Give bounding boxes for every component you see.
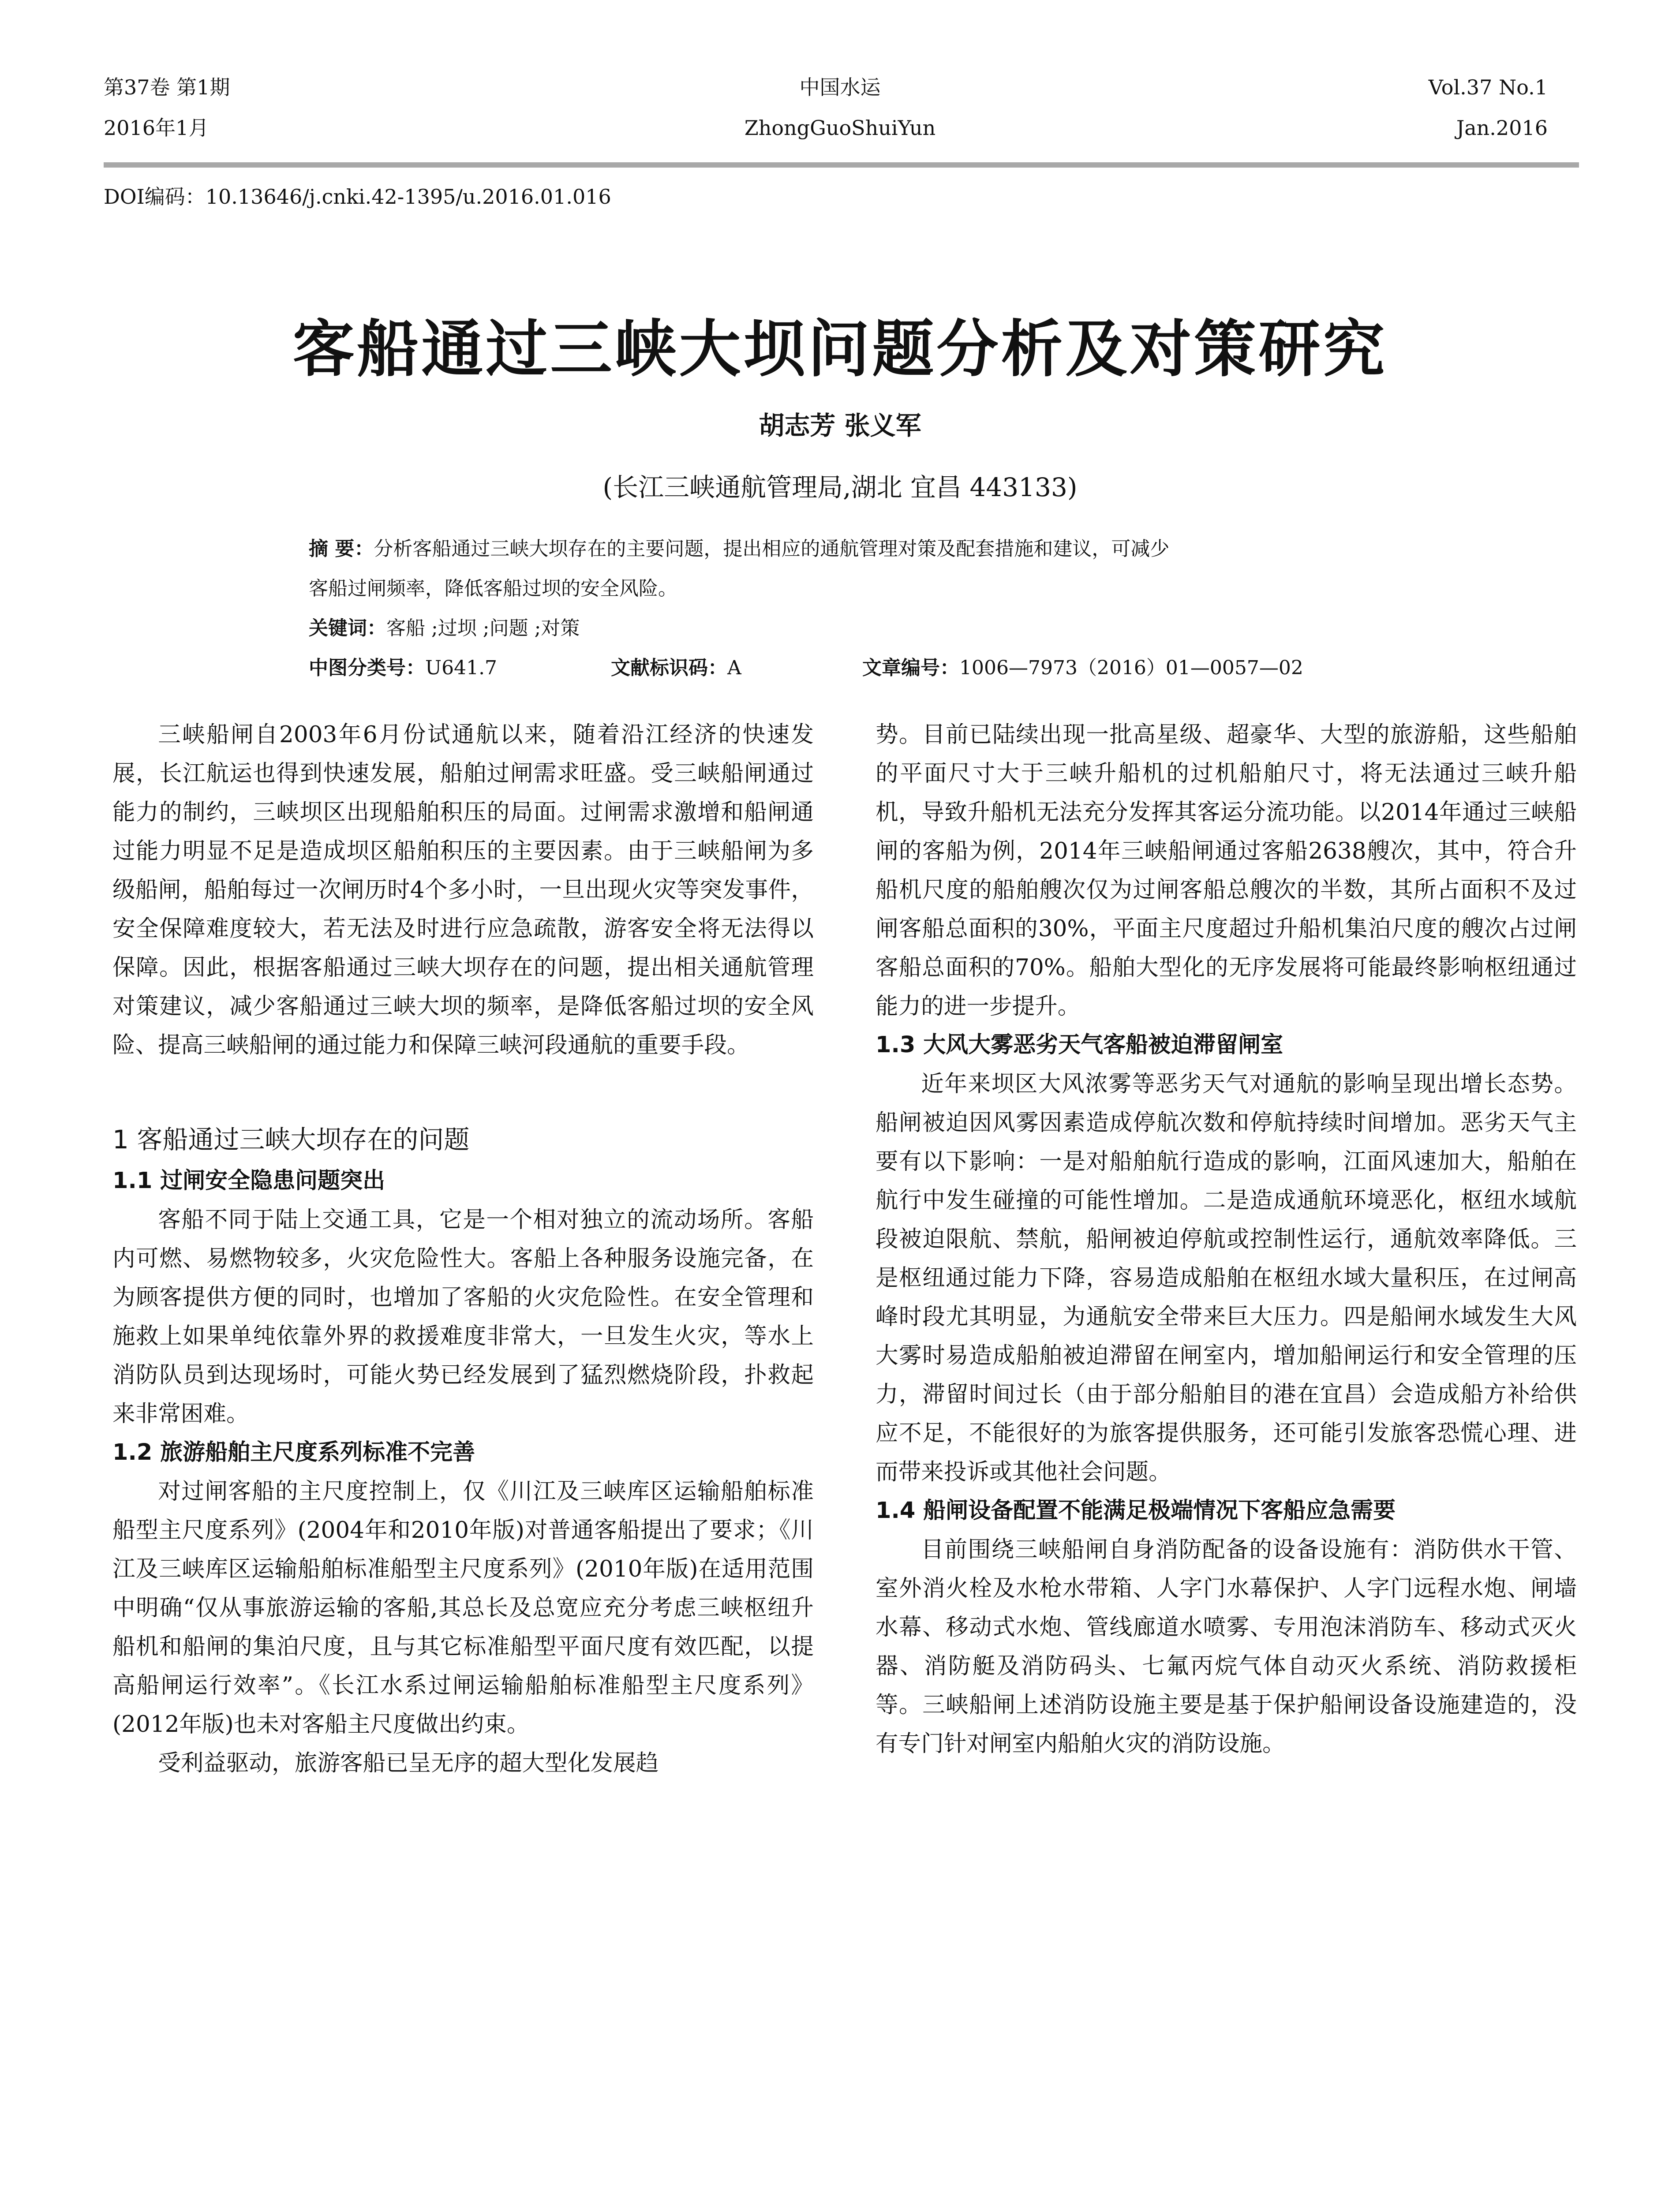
article-number (862, 648, 1303, 688)
keywords-label: 关键词： (309, 617, 386, 639)
section-1-4-heading: 1.4 船闸设备配置不能满足极端情况下客船应急需要 (876, 1498, 1396, 1524)
header-journal-en: ZhongGuoShuiYun (744, 116, 936, 140)
abstract-text-2: 客船过闸频率，降低客船过坝的安全风险。 (309, 577, 677, 600)
clc-label: 中图分类号： (309, 657, 425, 679)
section-1-4-paragraph: 目前围绕三峡船闸自身消防配备的设备设施有：消防供水干管、室外消火栓及水枪水带箱、人字门水幕保护、人字门远程水炮、闸墙水幕、移动式水炮、管线廊道水喷雾、专用泡沫消防车、移动式灭火器、消防艇及消防码头、七氟丙烷气体自动灭火系统、消防救援柜等。三峡船闸上述消防设施主要是基于保护船闸设备设施建造的，没有专门针对闸室内船舶火灾的消防设施。 (876, 1536, 1577, 1757)
left-column (112, 715, 814, 1783)
header-rule (104, 162, 1579, 168)
abstract (309, 529, 1420, 648)
section-1-3-paragraph: 近年来坝区大风浓雾等恶劣天气对通航的影响呈现出增长态势。船闸被迫因风雾因素造成停航次数和停航持续时间增加。恶劣天气主要有以下影响：一是对船舶航行造成的影响，江面风速加大，船舶在航行中发生碰撞的可能性增加。二是造成通航环境恶化，枢纽水域航段被迫限航、禁航，船闸被迫停航或控制性运行，通航效率降低。三是枢纽通过能力下降，容易造成船舶在枢纽水域大量积压，在过闸高峰时段尤其明显，为通航安全带来巨大压力。四是船闸水域发生大风大雾时易造成船舶被迫滞留在闸室内，增加船闸运行和安全管理的压力，滞留时间过长（由于部分船舶目的港在宜昌）会造成船方补给供应不足，不能很好的为旅客提供服务，还可能引发旅客恐慌心理、进而带来投诉或其他社会问题。 (876, 1071, 1577, 1485)
affiliation: (长江三峡通航管理局,湖北 宜昌 443133) (602, 472, 1078, 502)
section-1-2-paragraph: 对过闸客船的主尺度控制上，仅《川江及三峡库区运输船舶标准船型主尺度系列》(2004年和2010年版)对普通客船提出了要求；《川江及三峡库区运输船舶标准船型主尺度系列》(2010年版)在适用范围中明确“仅从事旅游运输的客船,其总长及总宽应充分考虑三峡枢纽升船机和船闸的集泊尺度，且与其它标准船型平面尺度有效匹配，以提高船闸运行效率”。《长江水系过闸运输船舶标准船型主尺度系列》(2012年版)也未对客船主尺度做出约束。 (112, 1478, 814, 1738)
abstract-text-1: 分析客船通过三峡大坝存在的主要问题，提出相应的通航管理对策及配套措施和建议，可减少 (374, 538, 1170, 560)
abstract-label: 摘 要： (309, 538, 374, 560)
keywords (309, 609, 1420, 648)
section-1-2-continued: 势。目前已陆续出现一批高星级、超豪华、大型的旅游船，这些船舶的平面尺寸大于三峡升船机的过机船舶尺寸，将无法通过三峡升船机，导致升船机无法充分发挥其客运分流功能。以2014年通过三峡船闸的客船为例，2014年三峡船闸通过客船2638艘次，其中，符合升船机尺度的船舶艘次仅为过闸客船总艘次的半数，其所占面积不及过闸客船总面积的30%，平面主尺度超过升船机集泊尺度的艘次占过闸客船总面积的70%。船舶大型化的无序发展将可能最终影响枢纽通过能力的进一步提升。 (876, 721, 1577, 1020)
header-volume-issue-en: Vol.37 No.1 (1428, 75, 1548, 99)
section-1-3-heading: 1.3 大风大雾恶劣天气客船被迫滞留闸室 (876, 1032, 1283, 1058)
header-date-cn: 2016年1月 (104, 116, 209, 140)
doi: DOI编码：10.13646/j.cnki.42-1395/u.2016.01.016 (104, 185, 611, 209)
section-1-2-paragraph-2: 受利益驱动，旅游客船已呈无序的超大型化发展趋 (158, 1750, 659, 1776)
page-footer (1309, 2203, 1576, 2205)
doc-code-value: A (727, 657, 741, 679)
section-1-1-heading: 1.1 过闸安全隐患问题突出 (112, 1168, 385, 1194)
header-volume-issue: 第37卷 第1期 (104, 75, 230, 99)
header-date-en: Jan.2016 (1456, 116, 1548, 140)
doc-code (611, 648, 741, 688)
article-number-label: 文章编号： (862, 657, 959, 679)
keywords-text: 客船 ;过坝 ;问题 ;对策 (386, 617, 580, 639)
intro-paragraph: 三峡船闸自2003年6月份试通航以来，随着沿江经济的快速发展，长江航运也得到快速发展，船舶过闸需求旺盛。受三峡船闸通过能力的制约，三峡坝区出现船舶积压的局面。过闸需求激增和船闸通过能力明显不足是造成坝区船舶积压的主要因素。由于三峡船闸为多级船闸，船舶每过一次闸历时4个多小时，一旦出现火灾等突发事件，安全保障难度较大，若无法及时进行应急疏散，游客安全将无法得以保障。因此，根据客船通过三峡大坝存在的问题，提出相关通航管理对策建议，减少客船通过三峡大坝的频率，是降低客船过坝的安全风险、提高三峡船闸的通过能力和保障三峡河段通航的重要手段。 (112, 721, 814, 1058)
article-number-value: 1006—7973（2016）01—0057—02 (959, 657, 1303, 679)
section-1-1-paragraph: 客船不同于陆上交通工具，它是一个相对独立的流动场所。客船内可燃、易燃物较多，火灾危险性大。客船上各种服务设施完备，在为顾客提供方便的同时，也增加了客船的火灾危险性。在安全管理和施救上如果单纯依靠外界的救援难度非常大，一旦发生火灾，等水上消防队员到达现场时，可能火势已经发展到了猛烈燃烧阶段，扑救起来非常困难。 (112, 1207, 814, 1427)
right-column (876, 715, 1577, 1763)
section-1-2-heading: 1.2 旅游船舶主尺度系列标准不完善 (112, 1439, 475, 1465)
clc-value: U641.7 (425, 657, 498, 679)
article-title: 客船通过三峡大坝问题分析及对策研究 (292, 313, 1388, 385)
clc-number (309, 648, 497, 688)
header-journal-cn: 中国水运 (799, 75, 881, 99)
doc-code-label: 文献标识码： (611, 657, 727, 679)
authors: 胡志芳 张义军 (759, 411, 921, 441)
section-1-heading: 1 客船通过三峡大坝存在的问题 (112, 1125, 470, 1155)
